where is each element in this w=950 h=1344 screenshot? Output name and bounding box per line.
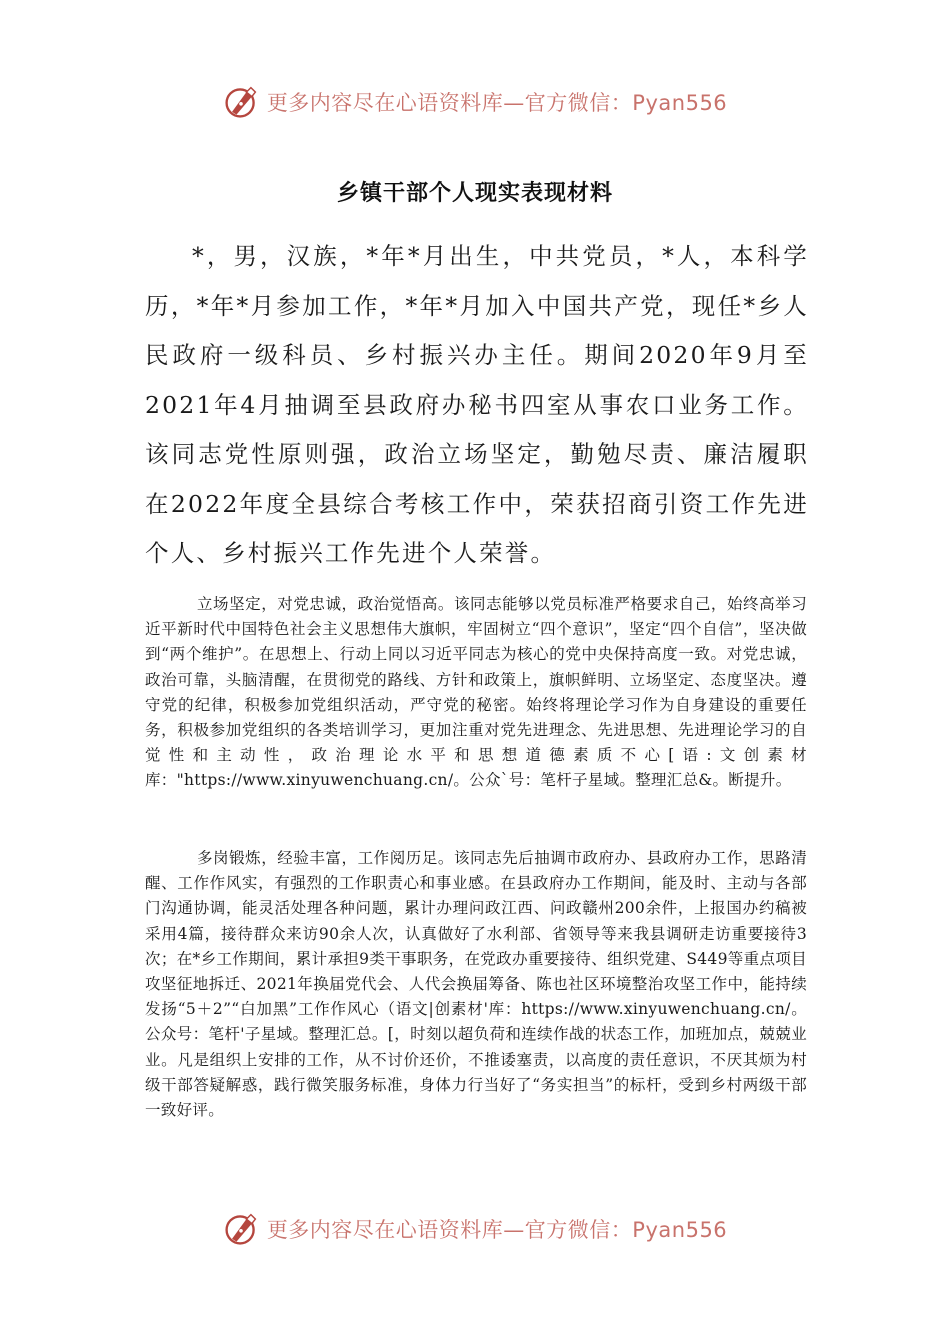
banner-text: 更多内容尽在心语资料库—官方微信：Pyan556 [266, 1218, 728, 1242]
pen-nib-circle-icon [223, 1211, 259, 1247]
body-paragraph-1: 立场坚定，对党忠诚，政治觉悟高。该同志能够以党员标准严格要求自己，始终高举习近平新时代中国特色社会主义思想伟大旗帜，牢固树立“四个意识”，坚定“四个自信”，坚决做到“两个维护”。在思想上、行动上同以习近平同志为核心的党中央保持高度一致。对党忠诚，政治可靠，头脑清醒，在贯彻党的路线、方针和政策上，旗帜鲜明、立场坚定、态度坚决。遵守党的纪律，积极参加党组织活动，严守党的秘密。始终将理论学习作为自身建设的重要任务，积极参加党组织的各类培训学习，更加注重对党先进理念、先进思想、先进理论学习的自觉性和主动性，政治理论水平和思想道德素质不心[语:文创素材库："https://www.xinyuwenchuang.cn/。公众`号：笔杆子星域。整理汇总&。断提升。 [145, 595, 807, 790]
body-paragraph-2: 多岗锻炼，经验丰富，工作阅历足。该同志先后抽调市政府办、县政府办工作，思路清醒、工作作风实，有强烈的工作职责心和事业感。在县政府办工作期间，能及时、主动与各部门沟通协调，能灵活处理各种问题，累计办理问政江西、问政赣州200余件，上报国办约稿被采用4篇，接待群众来访90余人次，认真做好了水利部、省领导等来我县调研走访重要接待3次；在*乡工作期间，累计承担9类干事职务，在党政办重要接待、组织党建、S449等重点项目攻坚征地拆迁、2021年换届党代会、人代会换届筹备、陈也社区环境整治攻坚工作中，能持续发扬“5＋2”“白加黑”工作作风心（语文|创素材'库：https://www.xinyuwenchuang.cn/。公众号：笔杆'子星域。整理汇总。[，时刻以超负荷和连续作战的状态工作，加班加点，兢兢业业。凡是组织上安排的工作，从不讨价还价，不推诿塞责，以高度的责任意识，不厌其烦为村级干部答疑解惑，践行微笑服务标准，身体力行当好了“务实担当”的标杆，受到乡村两级干部一致好评。 [145, 849, 807, 1120]
banner-text: 更多内容尽在心语资料库—官方微信：Pyan556 [266, 91, 728, 115]
pen-nib-circle-icon [223, 84, 259, 120]
page-title: 乡镇干部个人现实表现材料 [336, 181, 613, 206]
footer-banner [0, 1207, 950, 1251]
header-banner [0, 80, 950, 124]
intro-paragraph: *，男，汉族，*年*月出生，中共党员，*人，本科学历，*年*月参加工作，*年*月加入中国共产党，现任*乡人民政府一级科员、乡村振兴办主任。期间2020年9月至2021年4月抽调至县政府办秘书四室从事农口业务工作。该同志党性原则强，政治立场坚定，勤勉尽责、廉洁履职在2022年度全县综合考核工作中，荣获招商引资工作先进个人、乡村振兴工作先进个人荣誉。 [145, 242, 809, 567]
